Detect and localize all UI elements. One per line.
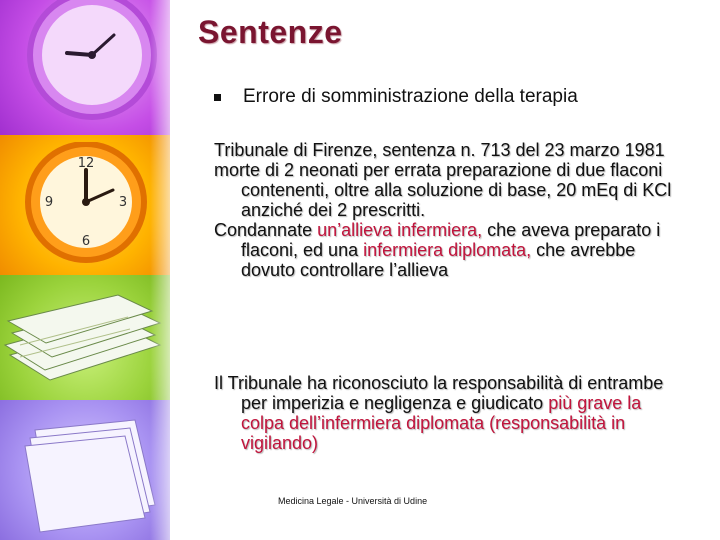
- svg-text:9: 9: [44, 195, 54, 210]
- paper-stack-icon: [5, 410, 165, 535]
- highlight-allieva: un’allieva infermiera,: [317, 220, 483, 240]
- slide-title: Sentenze: [198, 14, 343, 50]
- condemned-part: che avrebbe dovuto controllare l’allieva: [241, 240, 636, 280]
- ruling-text: [214, 373, 684, 453]
- ruling-part: Il Tribunale ha riconosciuto la responsabilità di entrambe per imperizia e negligenza e giudicato: [214, 373, 664, 413]
- svg-text:12: 12: [77, 156, 95, 171]
- condemned-part: che aveva preparato i flaconi, ed una: [241, 220, 661, 260]
- clock-icon: [18, 142, 158, 267]
- bullet-item: [214, 86, 578, 108]
- fade-overlay: [150, 0, 190, 540]
- bullet-text: Errore di somministrazione della terapia: [243, 86, 578, 107]
- condemned-text: [214, 220, 684, 280]
- case-heading: Tribunale di Firenze, sentenza n. 713 del 23 marzo 1981: [214, 140, 665, 160]
- book-stack-icon: [0, 285, 170, 395]
- svg-text:3: 3: [118, 195, 128, 210]
- case-fact: morte di 2 neonati per errata preparazione di due flaconi contenenti, oltre alla soluzione di base, 20 mEq di KCl anziché dei 2 prescritti.: [214, 160, 672, 220]
- ruling-paragraph: [214, 373, 684, 453]
- square-bullet-icon: [214, 94, 221, 101]
- clock-icon: [12, 0, 162, 125]
- case-paragraph: [214, 140, 684, 280]
- svg-text:6: 6: [81, 234, 91, 249]
- condemned-part: Condannate: [214, 220, 318, 240]
- highlight-ruling: più grave la colpa dell’infermiera diplomata (responsabilità in vigilando): [241, 393, 642, 453]
- footer-text: Medicina Legale - Università di Udine: [278, 496, 428, 506]
- highlight-infermiera: infermiera diplomata,: [363, 240, 532, 260]
- decorative-side-art: [0, 0, 190, 540]
